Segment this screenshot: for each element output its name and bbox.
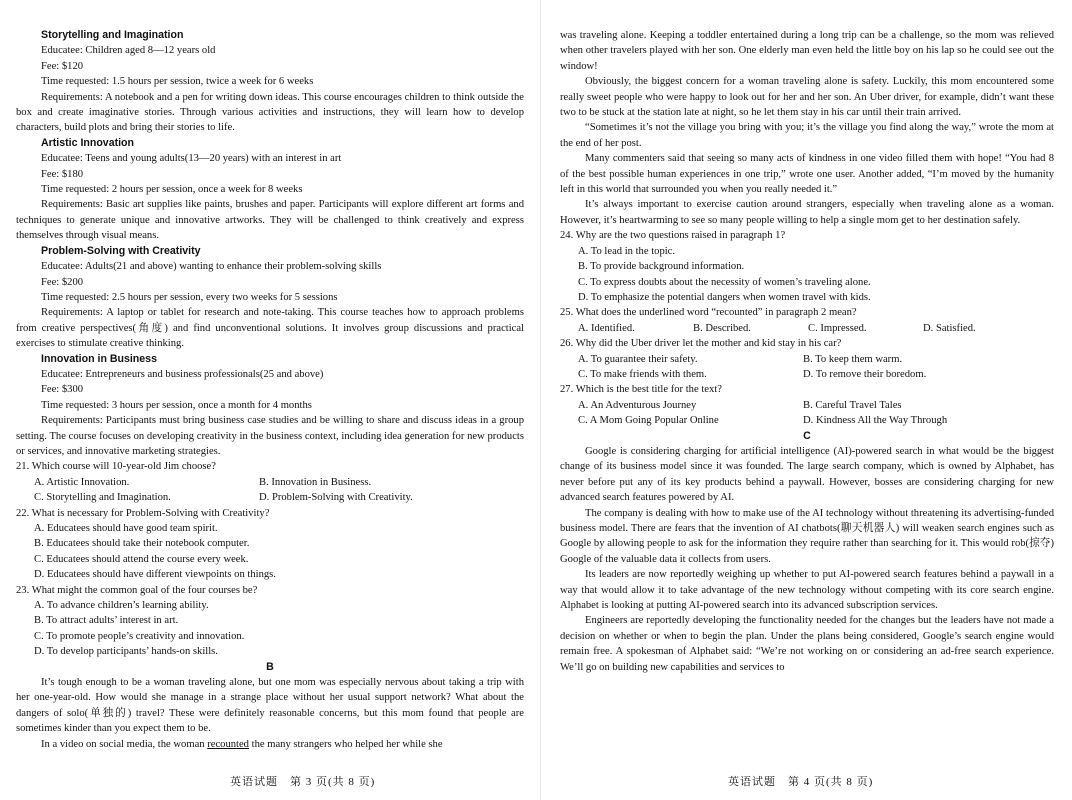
course-fee: Fee: $180 [41, 168, 84, 180]
answer-options [560, 398, 1054, 413]
option: B. Described. [693, 322, 751, 334]
option: B. Educatees should take their notebook computer. [34, 538, 250, 550]
option: D. Educatees should have different viewpoints on things. [34, 569, 276, 581]
course-fee: Fee: $120 [41, 60, 84, 72]
course-time: Time requested: 3 hours per session, once a month for 4 months [41, 399, 312, 411]
right-page [560, 0, 1072, 800]
course-requirements: Requirements: A notebook and a pen for writing down ideas. This course encourages children to think outside the box and create imaginative stories. Through various activities and instructions, they will learn how to develop characters, build plots and bring their stories to life. [16, 91, 524, 134]
passage-paragraph: Google is considering charging for artificial intelligence (AI)-powered search in what would be the biggest change of its business model since it was founded. The large search company, which is owned by Alphabet, has never before put any of its key products behind a paywall. However, bosses are considering charging for new advanced search features powered by AI. [560, 445, 1054, 504]
option: D. To remove their boredom. [803, 368, 927, 380]
option: B. Innovation in Business. [259, 476, 372, 488]
answer-options [560, 321, 1054, 336]
option: A. Artistic Innovation. [34, 476, 130, 488]
option: C. To express doubts about the necessity of women’s traveling alone. [578, 276, 871, 288]
question-stem: 27. Which is the best title for the text? [560, 384, 722, 396]
passage-paragraph: Engineers are reportedly developing the functionality needed for the changes but the leaders have not made a decision on whether or when to begin the plan. Under the plans being considered, Google’s search engine would remain free. A spokesman of Alphabet said: “We’re not working on or considering an ad-free search experience. We’ll go on building new capabilities and services to [560, 615, 1054, 673]
option: B. To keep them warm. [803, 353, 903, 365]
option: D. Satisfied. [923, 322, 976, 334]
passage-paragraph: was traveling alone. Keeping a toddler entertained during a long trip can be a challenge, so the mom was relieved when other travelers played with her son. One elderly man even held the little boy on his lap so he could see out the window! [560, 30, 1054, 72]
underlined-word: recounted [207, 738, 249, 750]
column-divider [540, 0, 541, 800]
course-fee: Fee: $300 [41, 384, 84, 396]
course-fee: Fee: $200 [41, 276, 84, 288]
option: D. To emphasize the potential dangers when women travel with kids. [578, 291, 871, 303]
course-time: Time requested: 2 hours per session, once a week for 8 weeks [41, 184, 303, 196]
question-stem: 25. What does the underlined word “recounted” in paragraph 2 mean? [560, 307, 857, 319]
course-title: Innovation in Business [41, 352, 157, 365]
option: C. Educatees should attend the course every week. [34, 553, 249, 565]
option: A. Educatees should have good team spirit. [34, 523, 218, 534]
option: C. Impressed. [808, 322, 867, 334]
course-time: Time requested: 1.5 hours per session, twice a week for 6 weeks [41, 76, 314, 88]
option: D. Problem-Solving with Creativity. [259, 492, 413, 504]
course-requirements: Requirements: Participants must bring business case studies and be willing to share and discuss ideas in a group setting. The course focuses on developing creativity in the business context, including idea generation for new products or services, and innovative marketing strategies. [16, 415, 524, 457]
page-footer: 英语试题 第 4 页(共 8 页) [728, 775, 874, 788]
question-stem: 23. What might the common goal of the four courses be? [16, 584, 258, 596]
option: A. To lead in the topic. [578, 245, 676, 257]
course-title: Storytelling and Imagination [41, 29, 184, 41]
course-title: Artistic Innovation [41, 136, 134, 149]
question-stem: 26. Why did the Uber driver let the mother and kid stay in his car? [560, 338, 842, 350]
passage-paragraph: Many commenters said that seeing so many acts of kindness in one video filled them with hope! “You had 8 of the best possible human experiences in one trip,” wrote one user. Another added, “I’m moved by the humanity left in this world that surrounded you when you really needed it.” [560, 153, 1054, 196]
option: C. Storytelling and Imagination. [34, 492, 171, 504]
option: B. To provide background information. [578, 261, 745, 273]
option: A. Identified. [578, 322, 635, 334]
section-heading-b: B [266, 660, 274, 673]
option: B. Careful Travel Tales [803, 399, 902, 411]
course-time: Time requested: 2.5 hours per session, every two weeks for 5 sessions [41, 291, 338, 303]
section-heading-c: C [803, 429, 811, 442]
passage-paragraph: Obviously, the biggest concern for a woman traveling alone is safety. Luckily, this mom encountered some really sweet people who were happy to look out for her and her son. An Uber driver, for example, didn’t want these two to be stuck at the station late at night, so he let them stay in his car until their train arrived. [560, 76, 1054, 119]
option: D. To develop participants’ hands-on skills. [34, 646, 218, 658]
passage-paragraph [16, 737, 524, 752]
course-title: Problem-Solving with Creativity [41, 244, 201, 257]
option: A. To guarantee their safety. [578, 353, 698, 365]
option: D. Kindness All the Way Through [803, 415, 948, 427]
passage-paragraph: The company is dealing with how to make use of the AI technology without threatening its advertising-funded business model. There are fears that the invention of AI chatbots(聊天机器人) will weaken search engines such as Google by allowing people to ask for the information they require rather than searching for it. This would rob(掠夺) Google of the valuable data it collects from users. [560, 507, 1054, 565]
option: B. To attract adults’ interest in art. [34, 615, 179, 627]
passage-paragraph: It’s always important to exercise caution around strangers, especially when traveling alone as a woman. However, it’s heartwarming to see so many people willing to help a single mom get to her destination safely. [560, 199, 1054, 226]
text-run: In a video on social media, the woman [41, 738, 208, 750]
passage-paragraph: It’s tough enough to be a woman traveling alone, but one mom was especially nervous about taking a trip with her one-year-old. How would she manage in a strange place without her usual support network? What about the dangers of solo(单独的) travel? These were definitely reasonable concerns, but this mom found that people are sometimes kinder than you expect them to be. [16, 677, 524, 735]
course-educatee: Educatee: Children aged 8—12 years old [41, 45, 216, 57]
page-footer: 英语试题 第 3 页(共 8 页) [230, 775, 376, 788]
course-educatee: Educatee: Entrepreneurs and business professionals(25 and above) [41, 368, 324, 380]
text-run: the many strangers who helped her while she [248, 738, 443, 750]
answer-options [560, 413, 1054, 428]
option: A. An Adventurous Journey [578, 399, 697, 411]
option: A. To advance children’s learning ability. [34, 600, 209, 612]
question-stem: 24. Why are the two questions raised in paragraph 1? [560, 230, 786, 242]
course-educatee: Educatee: Teens and young adults(13—20 years) with an interest in art [41, 153, 342, 165]
question-stem: 22. What is necessary for Problem-Solving with Creativity? [16, 507, 270, 519]
answer-options [16, 475, 524, 490]
left-page [0, 0, 524, 800]
answer-options [560, 352, 1054, 367]
passage-paragraph: Its leaders are now reportedly weighing up whether to put AI-powered search features behind a paywall in a way that would allow it to take advantage of the new technology without competing with its core search engine. Alphabet is looking at putting AI-powered search into its advanced subscription services. [560, 569, 1054, 612]
passage-paragraph: “Sometimes it’s not the village you bring with you; it’s the village you find along the way,” wrote the mom at the end of her post. [560, 122, 1054, 149]
option: C. To promote people’s creativity and innovation. [34, 630, 245, 642]
option: C. To make friends with them. [578, 368, 707, 380]
course-requirements: Requirements: A laptop or tablet for research and note-taking. This course teaches how to approach problems from creative perspectives(角度) and find unconventional solutions. It involves group discussions and practical exercises to stimulate creative thinking. [16, 307, 524, 350]
answer-options [16, 490, 524, 505]
course-requirements: Requirements: Basic art supplies like paints, brushes and paper. Participants will explore different art forms and techniques to generate unique and innovative artworks. They will be challenged to think creatively and express themselves through visual means. [16, 199, 524, 242]
course-educatee: Educatee: Adults(21 and above) wanting to enhance their problem-solving skills [41, 261, 382, 273]
option: C. A Mom Going Popular Online [578, 415, 719, 427]
answer-options [560, 367, 1054, 382]
question-stem: 21. Which course will 10-year-old Jim choose? [16, 461, 216, 473]
